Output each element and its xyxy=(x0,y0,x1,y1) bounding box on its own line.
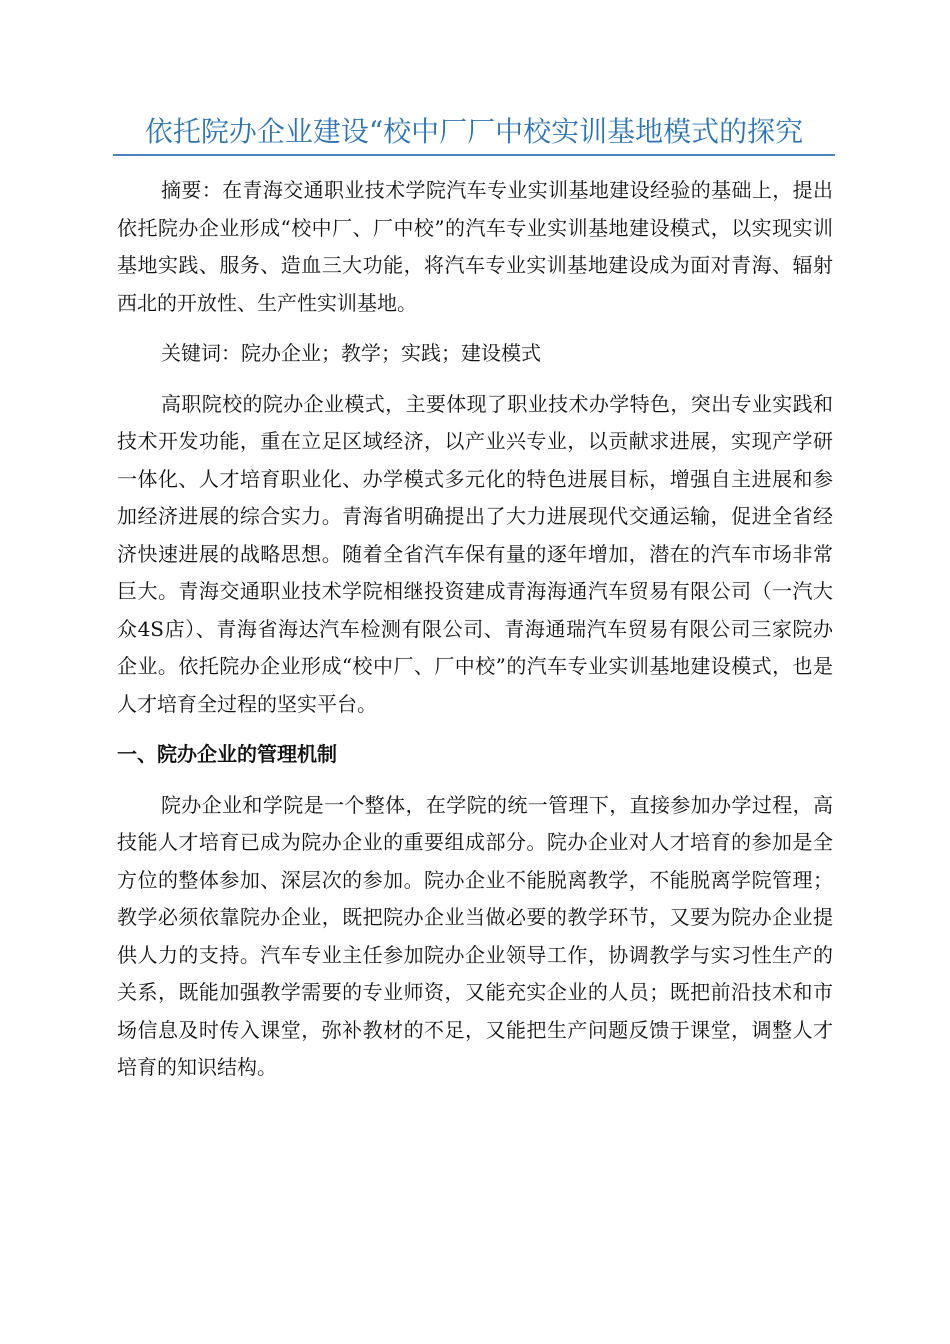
intro-paragraph: 高职院校的院办企业模式，主要体现了职业技术办学特色，突出专业实践和技术开发功能，重在立足区域经济，以产业兴专业，以贡献求进展，实现产学研一体化、人才培育职业化、办学模式多元化的特色进展目标，增强自主进展和参加经济进展的综合实力。青海省明确提出了大力进展现代交通运输，促进全省经济快速进展的战略思想。随着全省汽车保有量的逐年增加，潜在的汽车市场非常巨大。青海交通职业技术学院相继投资建成青海海通汽车贸易有限公司（一汽大众4S店）、青海省海达汽车检测有限公司、青海通瑞汽车贸易有限公司三家院办企业。依托院办企业形成“校中厂、厂中校”的汽车专业实训基地建设模式，也是人才培育全过程的坚实平台。 xyxy=(117,391,833,716)
section-heading: 一、院办企业的管理机制 xyxy=(117,742,337,766)
document-title: 依托院办企业建设“校中厂厂中校实训基地模式的探究 xyxy=(144,115,804,148)
spacer xyxy=(117,322,833,335)
document-body xyxy=(117,172,833,1087)
keywords-paragraph: 关键词：院办企业；教学；实践；建设模式 xyxy=(161,341,541,365)
spacer xyxy=(117,723,833,736)
spacer xyxy=(117,774,833,787)
title-block xyxy=(113,112,835,156)
title-underline xyxy=(113,154,835,156)
spacer xyxy=(117,373,833,386)
section-paragraph: 院办企业和学院是一个整体，在学院的统一管理下，直接参加办学过程，高技能人才培育已成为院办企业的重要组成部分。院办企业对人才培育的参加是全方位的整体参加、深层次的参加。院办企业不能脱离教学，不能脱离学院管理；教学必须依靠院办企业，既把院办企业当做必要的教学环节，又要为院办企业提供人力的支持。汽车专业主任参加院办企业领导工作，协调教学与实习性生产的关系，既能加强教学需要的专业师资，又能充实企业的人员；既把前沿技术和市场信息及时传入课堂，弥补教材的不足，又能把生产问题反馈于课堂，调整人才培育的知识结构。 xyxy=(117,792,833,1079)
abstract-paragraph: 摘要：在青海交通职业技术学院汽车专业实训基地建设经验的基础上，提出依托院办企业形成“校中厂、厂中校”的汽车专业实训基地建设模式，以实现实训基地实践、服务、造血三大功能，将汽车专业实训基地建设成为面对青海、辐射西北的开放性、生产性实训基地。 xyxy=(117,178,833,315)
